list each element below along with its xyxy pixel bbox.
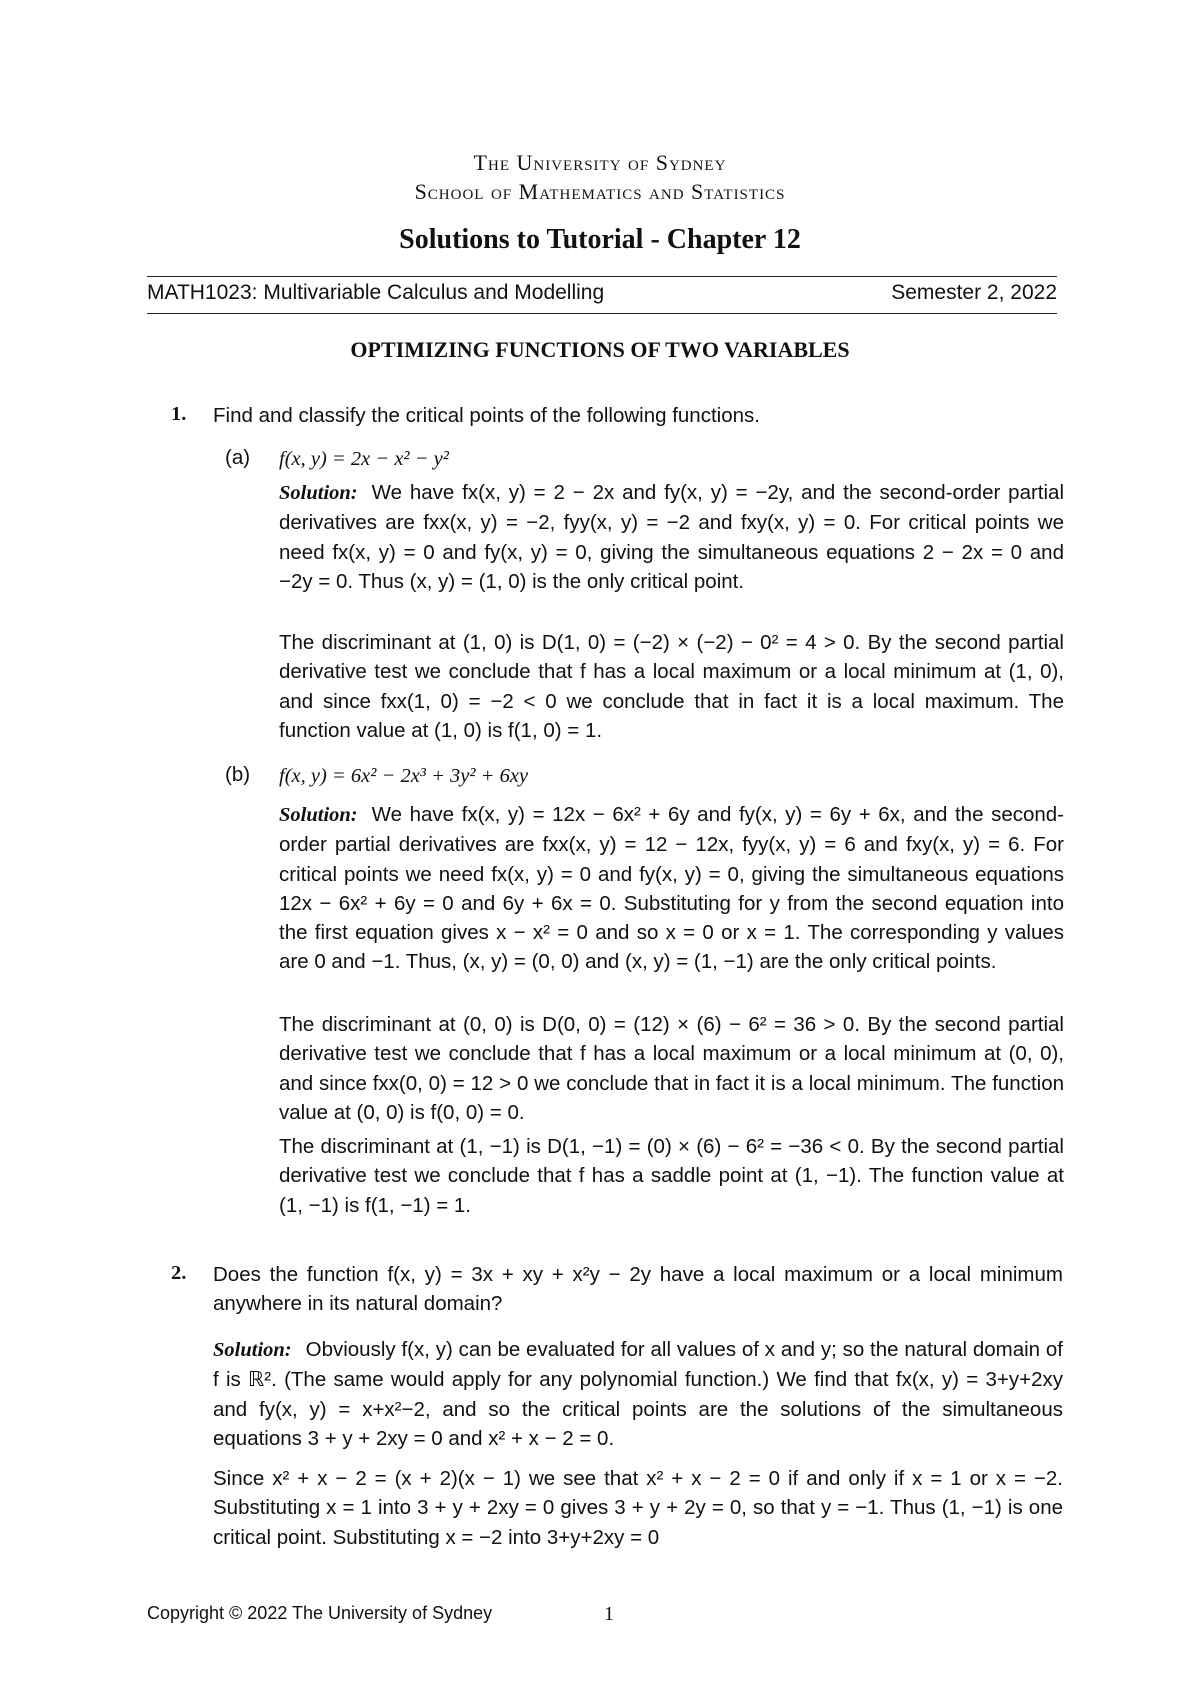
document-title: Solutions to Tutorial - Chapter 12 [399,224,801,255]
copyright-notice: Copyright © 2022 The University of Sydney [147,1603,493,1623]
part-b-solution-p2: The discriminant at (0, 0) is D(0, 0) = (12) × (6) − 6² = 36 > 0. By the second partial derivative test we conclude that f has a local maximum or a local minimum at (0, 0), and since fxx(0, 0) = 12 > 0 we conclude that in fact it is a local minimum. The function value at (0, 0) is f(0, 0) = 0. [279,1013,1064,1124]
part-a-label: (a) [225,446,251,469]
part-a-solution-p1 [279,478,1064,596]
institution-name: The University of Sydney [473,150,727,175]
semester-label: Semester 2, 2022 [891,281,1057,304]
part-b-solution-p1 [279,800,1064,977]
part-b-label: (b) [225,763,251,786]
page-number: 1 [604,1603,614,1625]
question-2-solution-p2: Since x² + x − 2 = (x + 2)(x − 1) we see that x² + x − 2 = 0 if and only if x = 1 or x = −2. Substituting x = 1 into 3 + y + 2xy = 0 gives 3 + y + 2y = 0, so that y = −1. Thus (1, −1) is one critical point. Substituting x = −2 into 3+y+2xy = 0 [213,1467,1063,1549]
part-b-function: f(x, y) = 6x² − 2x³ + 3y² + 6xy [279,765,529,787]
part-b-solution-text: We have fx(x, y) = 12x − 6x² + 6y and fy(x, y) = 6y + 6x, and the second-order partial derivatives are fxx(x, y) = 12 − 12x, fyy(x, y) = 6 and fxy(x, y) = 6. For critical points we need fx(x, y) = 0 and fy(x, y) = 0, giving the simultaneous equations 12x − 6x² + 6y = 0 and 6y + 6x = 0. Substituting for y from the second equation into the first equation gives x − x² = 0 and so x = 0 or x = 1. The corresponding y values are 0 and −1. Thus, (x, y) = (0, 0) and (x, y) = (1, −1) are the only critical points. [279,803,1064,974]
part-a-solution-p2: The discriminant at (1, 0) is D(1, 0) = (−2) × (−2) − 0² = 4 > 0. By the second partial derivative test we conclude that f has a local maximum or a local minimum at (1, 0), and since fxx(1, 0) = −2 < 0 we conclude that in fact it is a local maximum. The function value at (1, 0) is f(1, 0) = 1. [279,631,1064,742]
question-1-prompt: Find and classify the critical points of the following functions. [213,404,760,427]
question-2-prompt: Does the function f(x, y) = 3x + xy + x²y − 2y have a local maximum or a local minimum anywhere in its natural domain? [213,1263,1063,1316]
header-rule-bottom [147,313,1057,314]
solution-label: Solution: [279,804,358,826]
part-b-solution-p3: The discriminant at (1, −1) is D(1, −1) = (0) × (6) − 6² = −36 < 0. By the second partial derivative test we conclude that f has a saddle point at (1, −1). The function value at (1, −1) is f(1, −1) = 1. [279,1135,1064,1217]
question-2-solution-p1 [213,1335,1063,1453]
school-name: School of Mathematics and Statistics [414,179,786,204]
question-2-number: 2. [171,1262,187,1284]
solution-label: Solution: [213,1339,292,1361]
header-rule-top [147,276,1057,277]
question-2-solution-text: Obviously f(x, y) can be evaluated for all values of x and y; so the natural domain of f is ℝ². (The same would apply for any polynomial function.) We find that fx(x, y) = 3+y+2xy and fy(x, y) = x+x²−2, and so the critical points are the solutions of the simultaneous equations 3 + y + 2xy = 0 and x² + x − 2 = 0. [213,1338,1063,1450]
part-a-solution-text: We have fx(x, y) = 2 − 2x and fy(x, y) = −2y, and the second-order partial derivatives are fxx(x, y) = −2, fyy(x, y) = −2 and fxy(x, y) = 0. For critical points we need fx(x, y) = 0 and fy(x, y) = 0, giving the simultaneous equations 2 − 2x = 0 and −2y = 0. Thus (x, y) = (1, 0) is the only critical point. [279,481,1064,593]
question-1-number: 1. [171,403,187,425]
course-name: MATH1023: Multivariable Calculus and Modelling [147,281,605,304]
part-a-function: f(x, y) = 2x − x² − y² [279,448,449,470]
solution-label: Solution: [279,482,358,504]
section-title: OPTIMIZING FUNCTIONS OF TWO VARIABLES [350,337,850,362]
